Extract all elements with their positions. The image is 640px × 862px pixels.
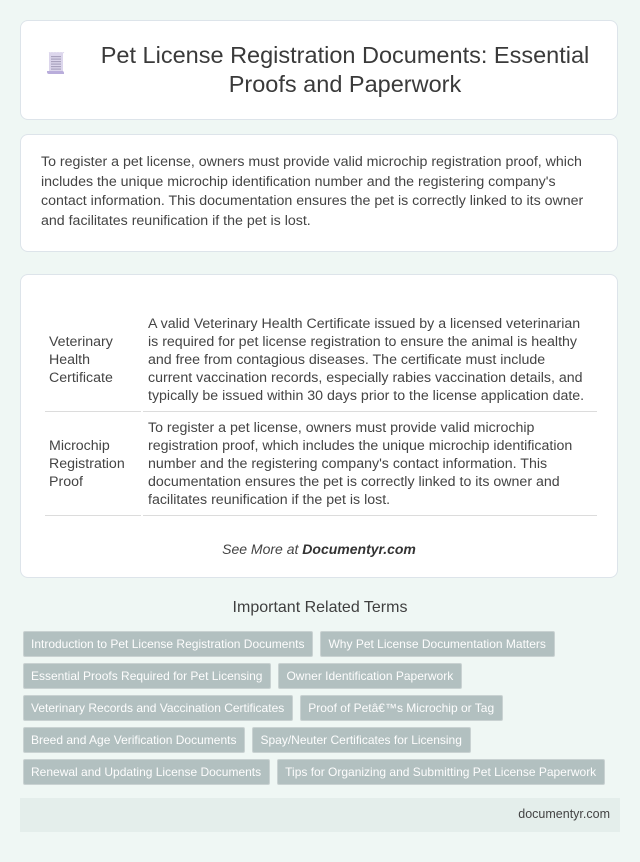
table-description: To register a pet license, owners must provide valid microchip registration proof, which includes the unique microchip identification number and the registering company's contact information. This documentation ensures the pet is correctly linked to its owner and facilitates reunification if the pet is lost. [143, 412, 597, 516]
table-term: Veterinary Health Certificate [45, 309, 141, 412]
table-term: Microchip Registration Proof [45, 412, 141, 516]
table-row [45, 309, 597, 412]
see-more-site[interactable]: Documentyr.com [302, 541, 416, 557]
related-term-tag[interactable]: Why Pet License Documentation Matters [320, 631, 554, 657]
intro-paragraph: To register a pet license, owners must provide valid microchip registration proof, which includes the unique microchip identification number and the registering company's contact information. This documentation ensures the pet is correctly linked to its owner and facilitates reunification if the pet is lost. [41, 154, 584, 229]
header-card [20, 20, 618, 120]
related-term-tag[interactable]: Spay/Neuter Certificates for Licensing [252, 727, 470, 753]
related-term-tag[interactable]: Essential Proofs Required for Pet Licensing [23, 663, 271, 689]
page-title: Pet License Registration Documents: Essential Proofs and Paperwork [100, 42, 590, 97]
footer-site[interactable]: documentyr.com [518, 807, 610, 821]
table-description: A valid Veterinary Health Certificate issued by a licensed veterinarian is required for pet license registration to ensure the animal is healthy and free from contagious diseases. The certificate must include current vaccination records, especially rabies vaccination details, and typically be issued within 30 days prior to the license application date. [143, 309, 597, 412]
document-icon [47, 52, 65, 74]
related-term-tag[interactable]: Proof of Petâ€™s Microchip or Tag [300, 695, 503, 721]
footer [20, 798, 620, 832]
related-terms-list [23, 631, 623, 785]
documents-table [43, 309, 599, 516]
documents-table-card [20, 274, 618, 578]
related-term-tag[interactable]: Owner Identification Paperwork [278, 663, 462, 689]
see-more-link[interactable] [21, 541, 617, 557]
related-terms-heading: Important Related Terms [232, 599, 408, 616]
related-term-tag[interactable]: Renewal and Updating License Documents [23, 759, 270, 785]
related-term-tag[interactable]: Introduction to Pet License Registration Documents [23, 631, 313, 657]
related-term-tag[interactable]: Veterinary Records and Vaccination Certificates [23, 695, 293, 721]
intro-card [20, 134, 618, 252]
related-term-tag[interactable]: Tips for Organizing and Submitting Pet License Paperwork [277, 759, 605, 785]
table-row [45, 412, 597, 516]
related-term-tag[interactable]: Breed and Age Verification Documents [23, 727, 245, 753]
see-more-prefix: See More at [222, 541, 303, 557]
